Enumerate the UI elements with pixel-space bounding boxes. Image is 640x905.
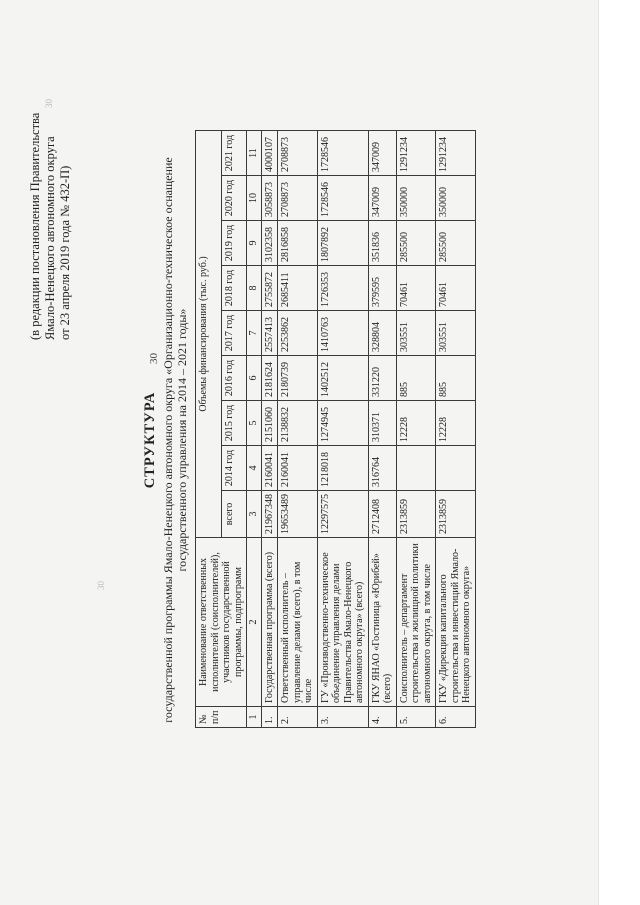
row-value: 1218018 (317, 446, 368, 491)
row-value: 303551 (396, 311, 436, 356)
header-col: 2015 год (221, 401, 247, 446)
row-name: ГКУ ЯНАО «Гостиница «Юрибей» (всего) (368, 538, 396, 707)
column-number: 9 (247, 221, 262, 266)
row-number: 4. (368, 707, 396, 728)
row-value: 1410763 (317, 311, 368, 356)
row-value: 303551 (436, 311, 476, 356)
row-value: 12297575 (317, 491, 368, 538)
row-value: 12228 (396, 401, 436, 446)
row-value: 2160041 (261, 446, 278, 491)
row-value: 2712408 (368, 491, 396, 538)
row-value: 2151060 (261, 401, 278, 446)
row-value: 350000 (436, 176, 476, 221)
row-value: 3058873 (261, 176, 278, 221)
row-value: 2181624 (261, 356, 278, 401)
row-value: 1291234 (436, 131, 476, 176)
row-value: 21967348 (261, 491, 278, 538)
document-title-block (142, 120, 189, 760)
row-value: 310371 (368, 401, 396, 446)
row-value: 1291234 (396, 131, 436, 176)
rotated-document (0, 30, 580, 880)
scan-mark: 30 (44, 99, 54, 108)
row-value: 1728546 (317, 176, 368, 221)
row-number: 5. (396, 707, 436, 728)
header-col: всего (221, 491, 247, 538)
note-line: Ямало-Ненецкого автономного округа (43, 136, 57, 340)
revision-note (28, 40, 73, 340)
document-subtitle: государственного управления на 2014 – 2021 годы» (175, 308, 189, 572)
table-row (436, 131, 476, 728)
column-number: 2 (247, 538, 262, 707)
header-group: Объемы финансирования (тыс. руб.) (196, 131, 222, 538)
row-number: 3. (317, 707, 368, 728)
row-value: 3102358 (261, 221, 278, 266)
scan-mark: 30 (96, 581, 106, 590)
row-value: 351836 (368, 221, 396, 266)
column-number-row (247, 131, 262, 728)
row-value: 2557413 (261, 311, 278, 356)
header-num: № п/п (196, 707, 247, 728)
row-value: 1726353 (317, 266, 368, 311)
row-name: Ответственный исполнитель – управление делами (всего), в том числе (278, 538, 318, 707)
row-value: 2708873 (278, 176, 318, 221)
row-value: 2313859 (396, 491, 436, 538)
header-col: 2021 год (221, 131, 247, 176)
row-value: 347009 (368, 131, 396, 176)
header-col: 2018 год (221, 266, 247, 311)
row-value: 350000 (396, 176, 436, 221)
header-col: 2020 год (221, 176, 247, 221)
header-col: 2014 год (221, 446, 247, 491)
row-value: 2755872 (261, 266, 278, 311)
row-name: ГКУ «Дирекция капитального строительства и инвестиций Ямало-Ненецкого автономного округа» (436, 538, 476, 707)
document-subtitle: государственной программы Ямало-Ненецкого автономного округа «Организационно-техническое оснащение (161, 157, 175, 723)
row-value: 331220 (368, 356, 396, 401)
column-number: 7 (247, 311, 262, 356)
row-value: 70461 (396, 266, 436, 311)
row-value: 885 (396, 356, 436, 401)
row-value: 70461 (436, 266, 476, 311)
row-value: 285500 (436, 221, 476, 266)
table-body (261, 131, 475, 728)
row-value: 12228 (436, 401, 476, 446)
row-number: 6. (436, 707, 476, 728)
row-value: 1274945 (317, 401, 368, 446)
row-value: 2708873 (278, 131, 318, 176)
row-value: 285500 (396, 221, 436, 266)
row-value: 2138832 (278, 401, 318, 446)
row-name: Соисполнитель – департамент строительства и жилищной политики автономного округа, в том числе (396, 538, 436, 707)
column-number: 4 (247, 446, 262, 491)
page-margin (598, 0, 640, 905)
row-value: 2816858 (278, 221, 318, 266)
column-number: 11 (247, 131, 262, 176)
column-number: 8 (247, 266, 262, 311)
row-value (436, 446, 476, 491)
header-col: 2019 год (221, 221, 247, 266)
column-number: 5 (247, 401, 262, 446)
column-number: 10 (247, 176, 262, 221)
page-number: 30 (148, 353, 160, 364)
table-row (396, 131, 436, 728)
table-row (368, 131, 396, 728)
row-value: 2180739 (278, 356, 318, 401)
row-value: 2160041 (278, 446, 318, 491)
table-row (278, 131, 318, 728)
row-value: 347009 (368, 176, 396, 221)
header-col: 2017 год (221, 311, 247, 356)
header-name: Наименование ответственных исполнителей (соисполнителей), участников государственной программы, подпрограмм (196, 538, 247, 707)
document-title: СТРУКТУРА (142, 391, 158, 489)
row-value: 316764 (368, 446, 396, 491)
header-col: 2016 год (221, 356, 247, 401)
note-line: от 23 апреля 2019 года № 432-П) (58, 165, 72, 340)
column-number: 3 (247, 491, 262, 538)
row-value: 19653489 (278, 491, 318, 538)
row-value: 1402512 (317, 356, 368, 401)
table-row (261, 131, 278, 728)
row-value: 379595 (368, 266, 396, 311)
note-line: (в редакции постановления Правительства (28, 112, 42, 340)
table-row (317, 131, 368, 728)
row-value: 2685411 (278, 266, 318, 311)
row-number: 2. (278, 707, 318, 728)
column-number: 1 (247, 707, 262, 728)
row-value: 2313859 (436, 491, 476, 538)
row-number: 1. (261, 707, 278, 728)
row-value: 1728546 (317, 131, 368, 176)
row-name: ГУ «Производственно-техническое объединение управления делами Правительства Ямало-Ненецкого автономного округа» (всего) (317, 538, 368, 707)
row-value: 1807892 (317, 221, 368, 266)
row-value (396, 446, 436, 491)
column-number: 6 (247, 356, 262, 401)
row-value: 2253862 (278, 311, 318, 356)
row-name: Государственная программа (всего) (261, 538, 278, 707)
row-value: 4000107 (261, 131, 278, 176)
financing-table (195, 130, 476, 728)
row-value: 885 (436, 356, 476, 401)
row-value: 328804 (368, 311, 396, 356)
